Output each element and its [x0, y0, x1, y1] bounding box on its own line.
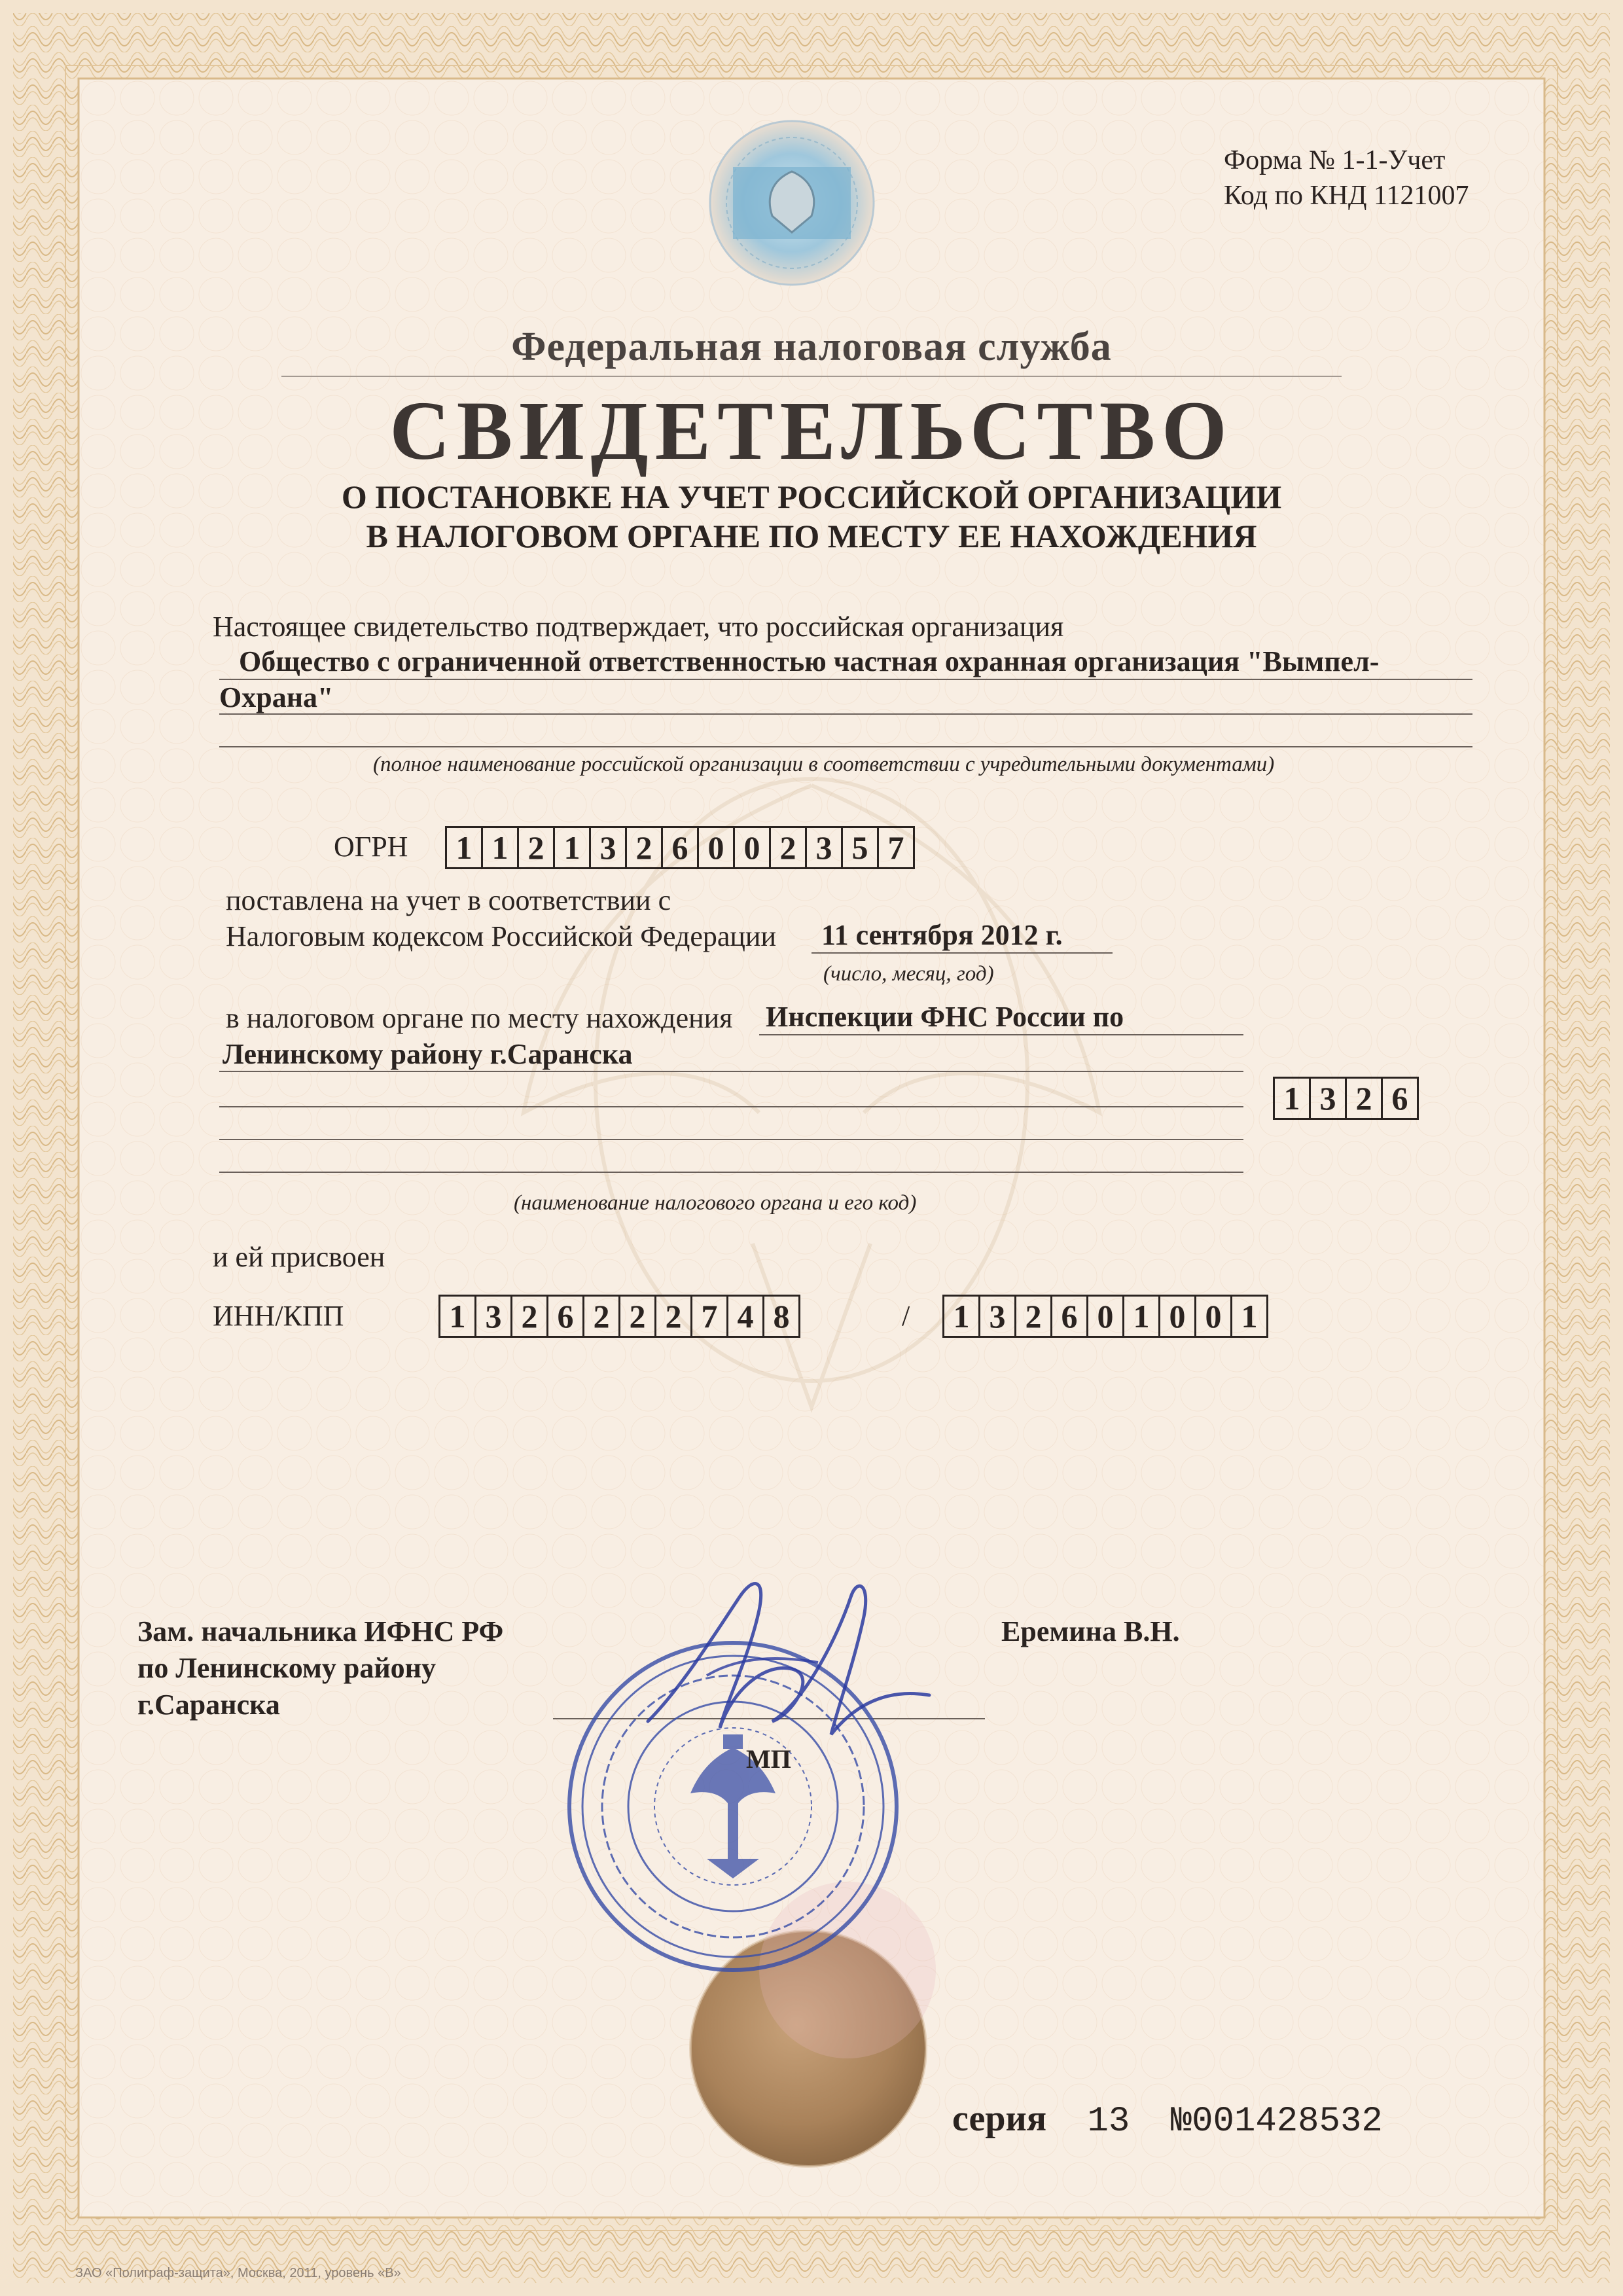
service-name: Федеральная налоговая служба	[511, 325, 1112, 369]
series-value: 13	[1087, 2102, 1130, 2142]
digit-cell: 3	[978, 1297, 1014, 1336]
signer-position-line3: г.Саранска	[137, 1689, 280, 1721]
intro-text: Настоящее свидетельство подтверждает, что российская организация	[213, 611, 1064, 643]
digit-cell: 2	[1345, 1079, 1381, 1118]
ogrn-digits	[445, 826, 915, 869]
digit-cell: 0	[733, 828, 769, 867]
signer-position	[137, 1613, 503, 1723]
digit-cell: 1	[1122, 1297, 1158, 1336]
digit-cell: 4	[726, 1297, 762, 1336]
inn-digits	[438, 1295, 800, 1338]
org-name-line1: Общество с ограниченной ответственностью частная охранная организация "Вымпел-	[239, 645, 1380, 677]
digit-cell: 6	[1381, 1079, 1417, 1118]
digit-cell: 0	[1086, 1297, 1122, 1336]
digit-cell: 3	[474, 1297, 510, 1336]
digit-cell: 2	[1014, 1297, 1050, 1336]
inn-kpp-separator: /	[902, 1300, 910, 1332]
inn-kpp-label: ИНН/КПП	[213, 1300, 344, 1332]
digit-cell: 8	[762, 1297, 798, 1336]
registration-date: 11 сентября 2012 г.	[821, 919, 1063, 951]
digit-cell: 0	[697, 828, 733, 867]
handwritten-signature	[622, 1558, 962, 1767]
digit-cell: 1	[553, 828, 589, 867]
document-title: СВИДЕТЕЛЬСТВО	[389, 384, 1234, 477]
tax-office-code	[1273, 1077, 1419, 1120]
tax-office-hint: (наименование налогового органа и его код)	[514, 1191, 917, 1215]
signer-name: Еремина В.Н.	[1001, 1615, 1180, 1647]
digit-cell: 2	[510, 1297, 546, 1336]
digit-cell: 1	[455, 829, 473, 866]
digit-cell: 3	[805, 828, 841, 867]
digit-cell: 6	[661, 828, 697, 867]
printer-imprint: ЗАО «Полиграф-защита», Москва, 2011, уровень «В»	[75, 2266, 401, 2280]
registered-line1: поставлена на учет в соответствии с	[226, 884, 671, 916]
digit-cell: 5	[841, 828, 877, 867]
date-hint: (число, месяц, год)	[823, 962, 994, 986]
digit-cell: 1	[1230, 1297, 1266, 1336]
digit-cell: 0	[1194, 1297, 1230, 1336]
form-info	[1224, 143, 1469, 213]
digit-cell: 7	[690, 1297, 726, 1336]
org-name-hint: (полное наименование российской организации в соответствии с учредительными документами)	[373, 753, 1275, 776]
signer-position-line2: по Ленинскому району	[137, 1652, 437, 1684]
digit-cell: 7	[877, 828, 913, 867]
signer-position-line1: Зам. начальника ИФНС РФ	[137, 1615, 504, 1647]
digit-cell: 1	[1283, 1080, 1300, 1117]
digit-cell: 2	[517, 828, 553, 867]
digit-cell: 3	[589, 828, 625, 867]
document-subtitle-line1: О ПОСТАНОВКЕ НА УЧЕТ РОССИЙСКОЙ ОРГАНИЗАЦИИ	[341, 478, 1282, 515]
kpp-digits	[942, 1295, 1268, 1338]
tax-office-line1: Инспекции ФНС России по	[766, 1001, 1124, 1033]
assigned-text: и ей присвоен	[213, 1241, 385, 1273]
tax-office-intro: в налоговом органе по месту нахождения	[226, 1002, 733, 1034]
series-label: серия	[952, 2098, 1047, 2139]
digit-cell: 3	[1309, 1079, 1345, 1118]
registered-line2: Налоговым кодексом Российской Федерации	[226, 920, 777, 952]
digit-cell: 0	[1158, 1297, 1194, 1336]
form-number: Форма № 1-1-Учет	[1224, 145, 1446, 175]
org-name-line2: Охрана"	[219, 681, 334, 713]
digit-cell: 1	[481, 828, 517, 867]
digit-cell: 6	[1050, 1297, 1086, 1336]
ogrn-label: ОГРН	[334, 831, 408, 863]
digit-cell: 2	[625, 828, 661, 867]
digit-cell: 6	[546, 1297, 582, 1336]
digit-cell: 2	[582, 1297, 618, 1336]
document-subtitle-line2: В НАЛОГОВОМ ОРГАНЕ ПО МЕСТУ ЕЕ НАХОЖДЕНИЯ	[366, 518, 1257, 554]
digit-cell: 2	[654, 1297, 690, 1336]
form-knd-code: Код по КНД 1121007	[1224, 181, 1469, 211]
digit-cell: 2	[618, 1297, 654, 1336]
hologram-icon	[710, 121, 874, 285]
digit-cell: 2	[769, 828, 805, 867]
digit-cell: 1	[953, 1298, 970, 1335]
digit-cell: 1	[449, 1298, 466, 1335]
certificate-number: №001428532	[1170, 2102, 1383, 2142]
mp-label: МП	[746, 1744, 791, 1774]
tax-office-line2: Ленинскому району г.Саранска	[223, 1038, 633, 1070]
series-block	[952, 2098, 1383, 2142]
